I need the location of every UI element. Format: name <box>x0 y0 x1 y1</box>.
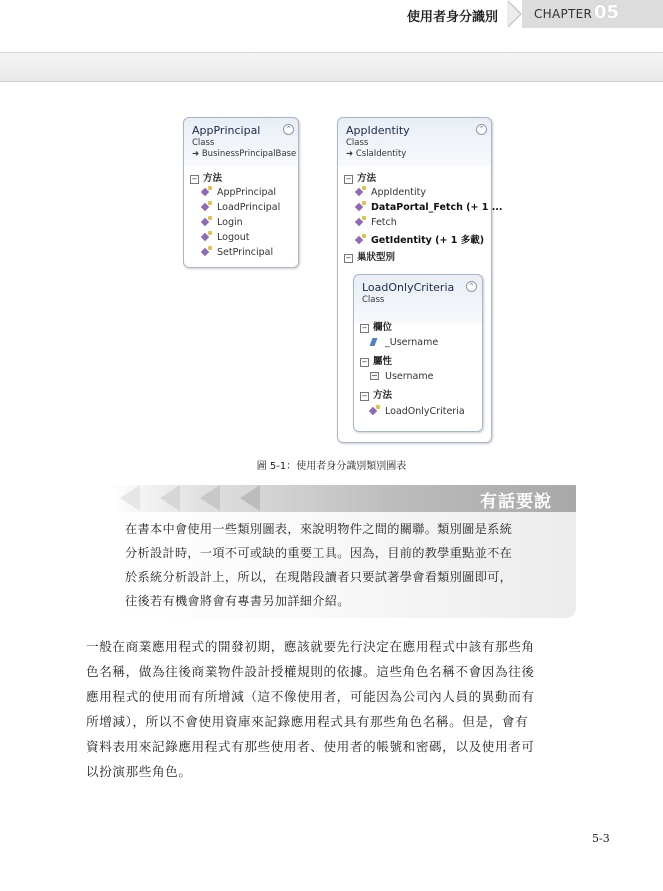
collapse-icon[interactable]: ⌃ <box>476 124 487 135</box>
member-row: Fetch <box>356 217 397 228</box>
chapter-label: CHAPTER <box>534 7 593 21</box>
class-box-loadonlycriteria <box>353 274 483 432</box>
note-line: 在書本中會使用一些類別圖表，來說明物件之間的關聯。類別圖是系統 <box>125 522 513 536</box>
body-line: 色名稱，做為往後商業物件設計授權規則的依據。這些角色名稱不會因為往後 <box>86 664 535 679</box>
class-kind: Class <box>192 138 215 148</box>
note-line: 於系統分析設計上，所以，在現階段讀者只要試著學會看類別圖即可， <box>125 570 513 584</box>
minus-icon: − <box>345 254 352 262</box>
member-row: LoadPrincipal <box>202 202 280 213</box>
class-name: AppPrincipal <box>192 124 261 137</box>
body-line: 一般在商業應用程式的開發初期，應該就要先行決定在應用程式中該有那些角 <box>86 639 535 654</box>
chapter-number: 05 <box>594 2 620 23</box>
minus-icon: − <box>191 175 198 183</box>
class-name: LoadOnlyCriteria <box>362 281 455 294</box>
method-icon <box>356 218 365 226</box>
method-icon <box>356 236 365 244</box>
member-row: Login <box>202 217 243 228</box>
member-row: DataPortal_Fetch (+ 1 ... <box>356 202 503 213</box>
chevron-icon <box>240 485 260 511</box>
method-icon <box>370 407 379 415</box>
method-icon <box>202 218 211 226</box>
member-row: _Username <box>370 337 438 348</box>
chevron-icon <box>120 485 140 511</box>
body-line: 應用程式的使用而有所增減（這不像使用者，可能因為公司內人員的異動而有 <box>86 689 535 704</box>
section-header: − 屬性 <box>361 356 393 367</box>
minus-icon: − <box>361 358 368 366</box>
page-number: 5-3 <box>592 832 610 845</box>
member-row: AppPrincipal <box>202 187 276 198</box>
minus-icon: − <box>361 392 368 400</box>
body-line: 所增減），所以不會使用資庫來記錄應用程式具有那些角色名稱。但是，會有 <box>86 714 529 729</box>
class-kind: Class <box>346 138 369 148</box>
class-name: AppIdentity <box>346 124 410 137</box>
figure-caption: 圖 5-1：使用者身分識別類別圖表 <box>256 461 407 472</box>
class-base: ➜ BusinessPrincipalBase <box>192 149 297 159</box>
body-line: 以扮演那些角色。 <box>86 764 192 779</box>
method-icon <box>356 203 365 211</box>
running-header <box>0 52 663 82</box>
member-row: Logout <box>202 232 250 243</box>
section-header: − 欄位 <box>361 322 393 333</box>
chevron-icon <box>160 485 180 511</box>
method-icon <box>202 188 211 196</box>
minus-icon: − <box>345 175 352 183</box>
member-row: LoadOnlyCriteria <box>370 406 465 417</box>
note-line: 往後若有機會將會有專書另加詳細介紹。 <box>125 594 350 608</box>
body-line: 資料表用來記錄應用程式有那些使用者、使用者的帳號和密碼，以及使用者可 <box>86 739 535 754</box>
property-icon <box>370 372 379 380</box>
section-header: − 方法 <box>361 390 393 401</box>
method-icon <box>356 188 365 196</box>
note-line: 分析設計時，一項不可或缺的重要工具。因為，目前的教學重點並不在 <box>125 546 513 560</box>
class-kind: Class <box>362 295 385 305</box>
note-title: 有話要說 <box>480 492 552 512</box>
field-icon <box>370 338 379 346</box>
member-row: Username <box>370 371 433 382</box>
chapter-title: 使用者身分識別 <box>406 10 498 25</box>
method-icon <box>202 233 211 241</box>
collapse-icon[interactable]: ⌃ <box>466 281 477 292</box>
class-base: ➜ CslaIdentity <box>346 149 407 159</box>
chevron-icon <box>200 485 220 511</box>
method-icon <box>202 203 211 211</box>
section-header: − 巢狀型別 <box>345 252 396 263</box>
section-header: − 方法 <box>345 173 377 184</box>
member-row: SetPrincipal <box>202 247 273 258</box>
minus-icon: − <box>361 324 368 332</box>
class-box-appprincipal <box>183 117 299 268</box>
member-row: GetIdentity (+ 1 多載) <box>356 232 484 246</box>
header-arrow-inner <box>507 1 520 27</box>
method-icon <box>202 248 211 256</box>
member-row: AppIdentity <box>356 187 426 198</box>
section-header: − 方法 <box>191 173 223 184</box>
collapse-icon[interactable]: ⌃ <box>283 124 294 135</box>
